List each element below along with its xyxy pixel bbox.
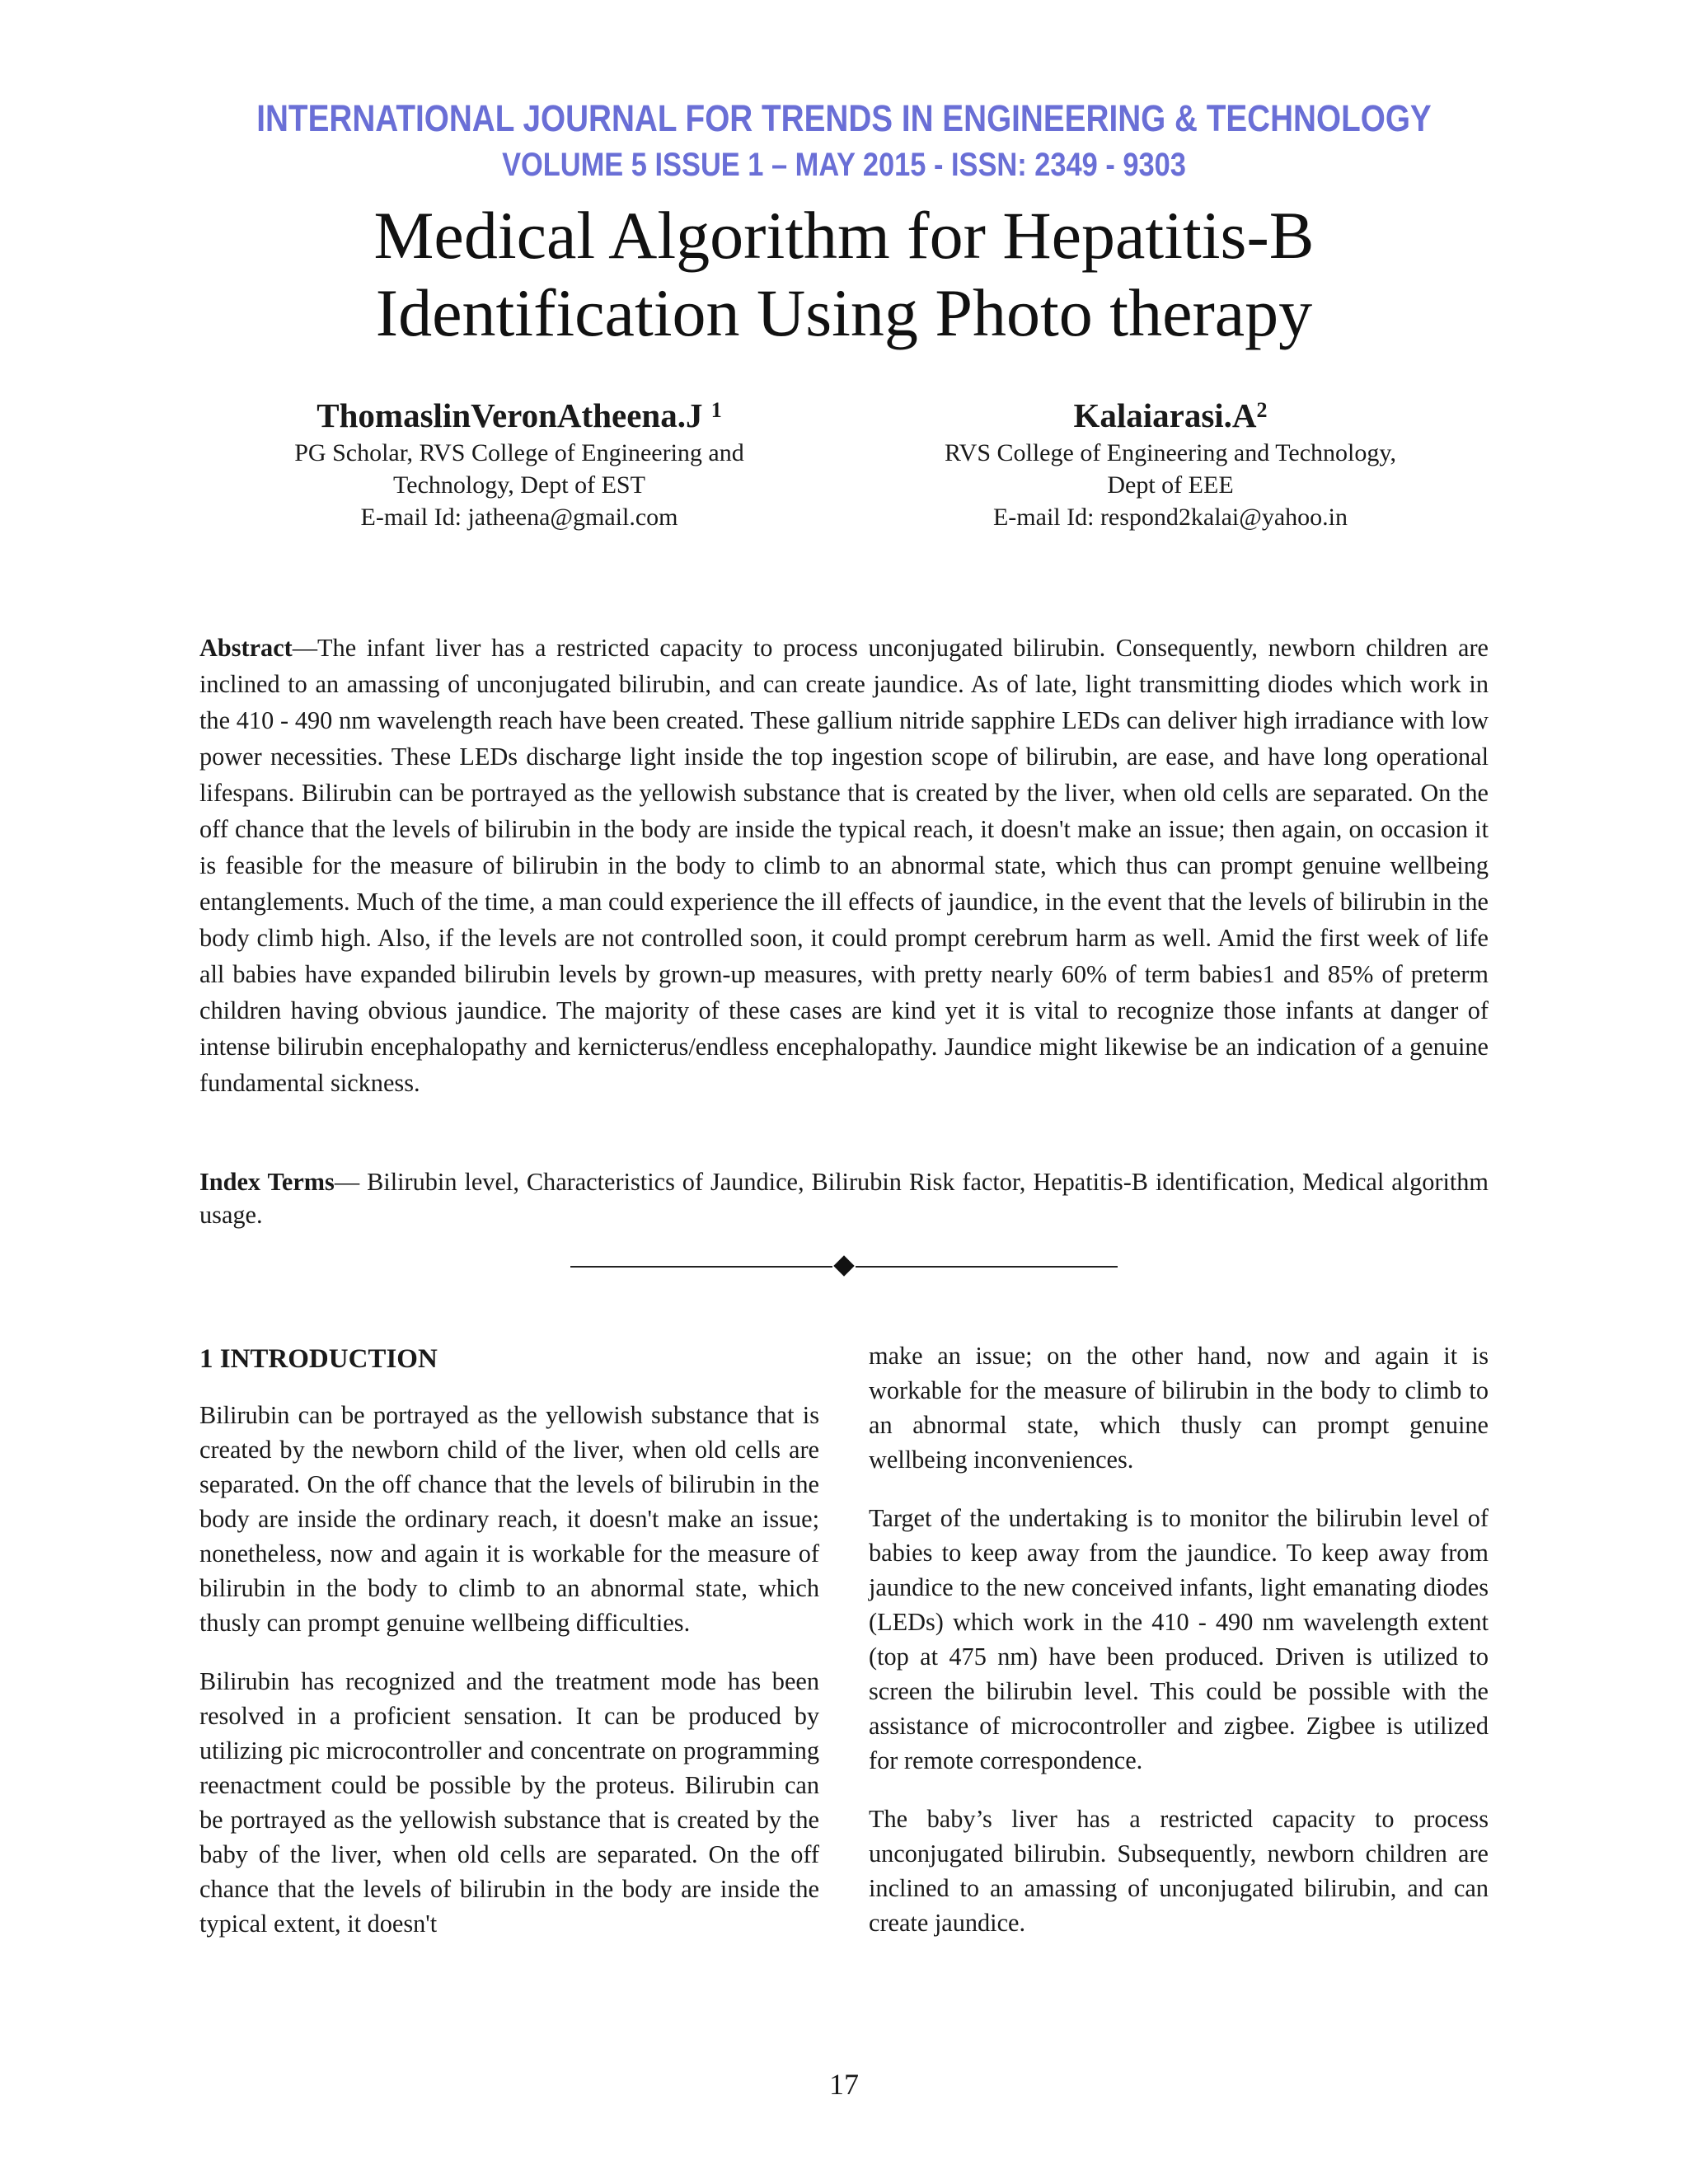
left-column: [199, 1338, 819, 1965]
body-paragraph: make an issue; on the other hand, now and again it is workable for the measure of bilirubin in the body to climb to an abnormal state, which thusly can prompt genuine wellbeing inconveniences.: [869, 1342, 1489, 1474]
right-column: [869, 1338, 1489, 1964]
abstract: [199, 630, 1489, 1101]
author-name-1: [231, 394, 808, 437]
author-block-1: [231, 394, 808, 533]
paper-title-line-2: Identification Using Photo therapy: [375, 275, 1313, 350]
paper-title-line-1: Medical Algorithm for Hepatitis-B: [373, 198, 1315, 273]
abstract-label: Abstract: [199, 634, 293, 662]
author-affiliation-line: Technology, Dept of EST: [393, 471, 645, 499]
author-email: E-mail Id: respond2kalai@yahoo.in: [992, 504, 1348, 531]
author-name-text: ThomaslinVeronAtheena.J: [316, 396, 703, 434]
author-affiliation-line: Dept of EEE: [1107, 471, 1234, 499]
author-name-2: [882, 394, 1459, 437]
body-paragraph: The baby’s liver has a restricted capacity to process unconjugated bilirubin. Subsequently, newborn children are inclined to an amassing of unconjugated bilirubin, and can create jaundice.: [869, 1805, 1489, 1937]
index-terms-text: — Bilirubin level, Characteristics of Jaundice, Bilirubin Risk factor, Hepatitis-B identification, Medical algorithm usage.: [199, 1168, 1489, 1229]
author-superscript: 2: [1256, 398, 1268, 422]
divider-line-right: [856, 1266, 1118, 1268]
index-terms-label: Index Terms: [199, 1168, 335, 1196]
journal-name: INTERNATIONAL JOURNAL FOR TRENDS IN ENGINEERING & TECHNOLOGY: [256, 97, 1432, 139]
author-block-2: [882, 394, 1459, 533]
author-affiliation-line: PG Scholar, RVS College of Engineering and: [294, 439, 744, 466]
section-heading-introduction: 1 INTRODUCTION: [199, 1344, 438, 1374]
author-superscript: 1: [710, 398, 722, 422]
body-paragraph: Bilirubin can be portrayed as the yellowish substance that is created by the newborn child of the liver, when old cells are separated. On the off chance that the levels of bilirubin in the body are inside the ordinary reach, it doesn't make an issue; nonetheless, now and again it is workable for the measure of bilirubin in the body to climb to an abnormal state, which thusly can prompt genuine wellbeing difficulties.: [199, 1401, 819, 1637]
body-paragraph: Bilirubin has recognized and the treatment mode has been resolved in a proficient sensation. It can be produced by utilizing pic microcontroller and concentrate on programming reenactment could be possible by the proteus. Bilirubin can be portrayed as the yellowish substance that is created by the baby of the liver, when old cells are separated. On the off chance that the levels of bilirubin in the body are inside the typical extent, it doesn't: [199, 1667, 819, 1938]
author-affiliation-line: RVS College of Engineering and Technology,: [945, 439, 1396, 466]
author-name-text: Kalaiarasi.A: [1073, 396, 1257, 434]
body-paragraph: Target of the undertaking is to monitor the bilirubin level of babies to keep away from the jaundice. To keep away from jaundice to the new conceived infants, light emanating diodes (LEDs) which work in the 410 - 490 nm wavelength extent (top at 475 nm) have been produced. Driven is utilized to screen the bilirubin level. This could be possible with the assistance of microcontroller and zigbee. Zigbee is utilized for remote correspondence.: [869, 1504, 1489, 1774]
page-number: 17: [829, 2068, 859, 2101]
divider-line-left: [570, 1266, 832, 1268]
author-email: E-mail Id: jatheena@gmail.com: [360, 504, 678, 531]
section-divider: [570, 1266, 1118, 1268]
index-terms: [199, 1165, 1489, 1231]
journal-volume-issue: VOLUME 5 ISSUE 1 – MAY 2015 - ISSN: 2349 - 9303: [502, 147, 1186, 183]
diamond-ornament-icon: [833, 1255, 854, 1276]
abstract-text: —The infant liver has a restricted capacity to process unconjugated bilirubin. Consequently, newborn children are inclined to an amassing of unconjugated bilirubin, and can create jaundice. As of late, light transmitting diodes which work in the 410 - 490 nm wavelength reach have been created. These gallium nitride sapphire LEDs can deliver high irradiance with low power necessities. These LEDs discharge light inside the top ingestion scope of bilirubin, are ease, and have long operational lifespans. Bilirubin can be portrayed as the yellowish substance that is created by the liver, when old cells are separated. On the off chance that the levels of bilirubin in the body are inside the typical reach, it doesn't make an issue; then again, on occasion it is feasible for the measure of bilirubin in the body to climb to an abnormal state, which thus can prompt genuine wellbeing entanglements. Much of the time, a man could experience the ill effects of jaundice, in the event that the levels of bilirubin in the body climb high. Also, if the levels are not controlled soon, it could prompt cerebrum harm as well. Amid the first week of life all babies have expanded bilirubin levels by grown-up measures, with pretty nearly 60% of term babies1 and 85% of preterm children having obvious jaundice. The majority of these cases are kind yet it is vital to recognize those infants at danger of intense bilirubin encephalopathy and kernicterus/endless encephalopathy. Jaundice might likewise be an indication of a genuine fundamental sickness.: [199, 634, 1489, 1097]
